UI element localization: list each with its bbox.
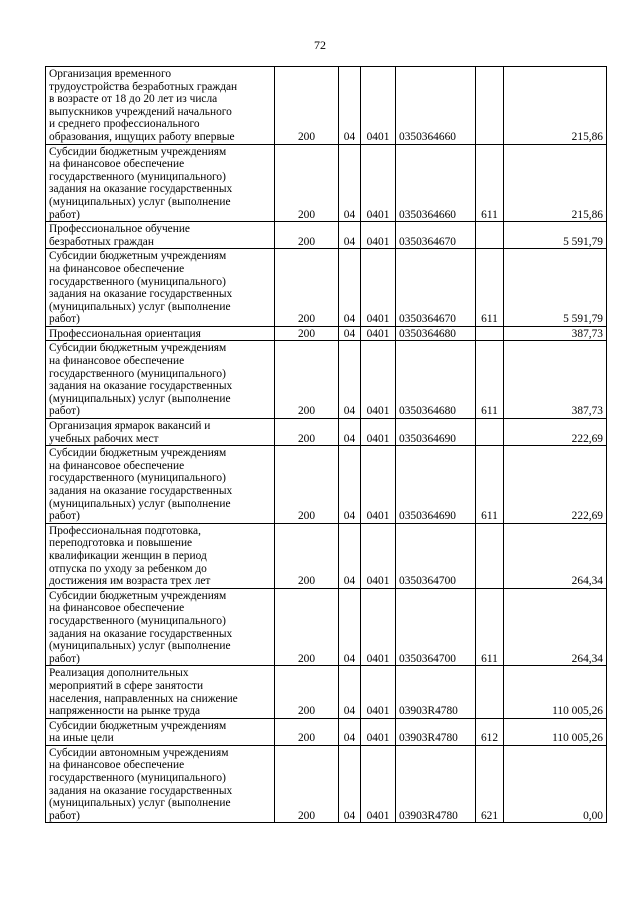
item-name: Субсидии автономным учреждениям на финансовое обеспечение государственного (муниципального) задания на оказание государственных (муниципальных) услуг (выполнение работ) [46, 745, 275, 823]
section-code: 04 [339, 419, 361, 446]
item-name: Профессиональное обучение безработных граждан [46, 222, 275, 249]
subsection-code: 0401 [361, 222, 396, 249]
amount: 5 591,79 [504, 249, 607, 327]
expense-type-code: 611 [476, 144, 504, 222]
subsection-code: 0401 [361, 144, 396, 222]
item-name: Субсидии бюджетным учреждениям на финансовое обеспечение государственного (муниципального) задания на оказание государственных (муниципальных) услуг (выполнение работ) [46, 249, 275, 327]
target-article-code: 03903R4780 [396, 718, 476, 745]
expense-type-code: 611 [476, 249, 504, 327]
section-code: 04 [339, 718, 361, 745]
table-row [46, 222, 607, 249]
amount: 387,73 [504, 326, 607, 341]
amount: 0,00 [504, 745, 607, 823]
subsection-code: 0401 [361, 67, 396, 145]
admin-code: 200 [275, 419, 339, 446]
amount: 264,34 [504, 523, 607, 588]
target-article-code: 0350364690 [396, 419, 476, 446]
expense-type-code: 611 [476, 341, 504, 419]
amount: 5 591,79 [504, 222, 607, 249]
target-article-code: 0350364670 [396, 249, 476, 327]
expense-type-code: 611 [476, 588, 504, 666]
subsection-code: 0401 [361, 326, 396, 341]
item-name: Реализация дополнительных мероприятий в сфере занятости населения, направленных на снижение напряженности на рынке труда [46, 666, 275, 718]
table-row [46, 249, 607, 327]
budget-table [45, 66, 607, 823]
section-code: 04 [339, 249, 361, 327]
subsection-code: 0401 [361, 588, 396, 666]
subsection-code: 0401 [361, 666, 396, 718]
expense-type-code: 611 [476, 446, 504, 524]
section-code: 04 [339, 446, 361, 524]
item-name: Субсидии бюджетным учреждениям на финансовое обеспечение государственного (муниципального) задания на оказание государственных (муниципальных) услуг (выполнение работ) [46, 588, 275, 666]
admin-code: 200 [275, 249, 339, 327]
amount: 264,34 [504, 588, 607, 666]
expense-type-code: 612 [476, 718, 504, 745]
admin-code: 200 [275, 446, 339, 524]
item-name: Субсидии бюджетным учреждениям на финансовое обеспечение государственного (муниципального) задания на оказание государственных (муниципальных) услуг (выполнение работ) [46, 446, 275, 524]
subsection-code: 0401 [361, 341, 396, 419]
target-article-code: 0350364690 [396, 446, 476, 524]
target-article-code: 0350364700 [396, 523, 476, 588]
item-name: Профессиональная подготовка, переподготовка и повышение квалификации женщин в период отпуска по уходу за ребенком до достижения им возраста трех лет [46, 523, 275, 588]
amount: 215,86 [504, 144, 607, 222]
table-row [46, 745, 607, 823]
table-row [46, 67, 607, 145]
item-name: Субсидии бюджетным учреждениям на иные цели [46, 718, 275, 745]
item-name: Организация временного трудоустройства безработных граждан в возрасте от 18 до 20 лет из числа выпускников учреждений начального и среднего профессионального образования, ищущих работу впервые [46, 67, 275, 145]
admin-code: 200 [275, 144, 339, 222]
amount: 215,86 [504, 67, 607, 145]
item-name: Профессиональная ориентация [46, 326, 275, 341]
target-article-code: 03903R4780 [396, 745, 476, 823]
table-row [46, 588, 607, 666]
table-row [46, 666, 607, 718]
section-code: 04 [339, 222, 361, 249]
expense-type-code [476, 326, 504, 341]
expense-type-code [476, 523, 504, 588]
item-name: Субсидии бюджетным учреждениям на финансовое обеспечение государственного (муниципального) задания на оказание государственных (муниципальных) услуг (выполнение работ) [46, 144, 275, 222]
expense-type-code: 621 [476, 745, 504, 823]
amount: 387,73 [504, 341, 607, 419]
table-row [46, 341, 607, 419]
subsection-code: 0401 [361, 718, 396, 745]
table-row [46, 446, 607, 524]
table-row [46, 718, 607, 745]
admin-code: 200 [275, 222, 339, 249]
subsection-code: 0401 [361, 249, 396, 327]
item-name: Организация ярмарок вакансий и учебных рабочих мест [46, 419, 275, 446]
admin-code: 200 [275, 67, 339, 145]
subsection-code: 0401 [361, 745, 396, 823]
table-row [46, 326, 607, 341]
admin-code: 200 [275, 341, 339, 419]
page-number: 72 [314, 38, 326, 52]
admin-code: 200 [275, 718, 339, 745]
section-code: 04 [339, 588, 361, 666]
expense-type-code [476, 67, 504, 145]
section-code: 04 [339, 67, 361, 145]
admin-code: 200 [275, 666, 339, 718]
section-code: 04 [339, 326, 361, 341]
section-code: 04 [339, 666, 361, 718]
target-article-code: 0350364680 [396, 341, 476, 419]
item-name: Субсидии бюджетным учреждениям на финансовое обеспечение государственного (муниципального) задания на оказание государственных (муниципальных) услуг (выполнение работ) [46, 341, 275, 419]
amount: 222,69 [504, 446, 607, 524]
expense-type-code [476, 666, 504, 718]
table-row [46, 144, 607, 222]
section-code: 04 [339, 745, 361, 823]
amount: 110 005,26 [504, 718, 607, 745]
table-row [46, 419, 607, 446]
admin-code: 200 [275, 523, 339, 588]
target-article-code: 0350364660 [396, 144, 476, 222]
section-code: 04 [339, 144, 361, 222]
expense-type-code [476, 419, 504, 446]
admin-code: 200 [275, 326, 339, 341]
subsection-code: 0401 [361, 419, 396, 446]
target-article-code: 0350364660 [396, 67, 476, 145]
amount: 110 005,26 [504, 666, 607, 718]
target-article-code: 0350364670 [396, 222, 476, 249]
subsection-code: 0401 [361, 523, 396, 588]
admin-code: 200 [275, 745, 339, 823]
target-article-code: 0350364680 [396, 326, 476, 341]
budget-table-body [46, 67, 607, 823]
section-code: 04 [339, 341, 361, 419]
subsection-code: 0401 [361, 446, 396, 524]
admin-code: 200 [275, 588, 339, 666]
target-article-code: 03903R4780 [396, 666, 476, 718]
table-row [46, 523, 607, 588]
expense-type-code [476, 222, 504, 249]
amount: 222,69 [504, 419, 607, 446]
target-article-code: 0350364700 [396, 588, 476, 666]
section-code: 04 [339, 523, 361, 588]
